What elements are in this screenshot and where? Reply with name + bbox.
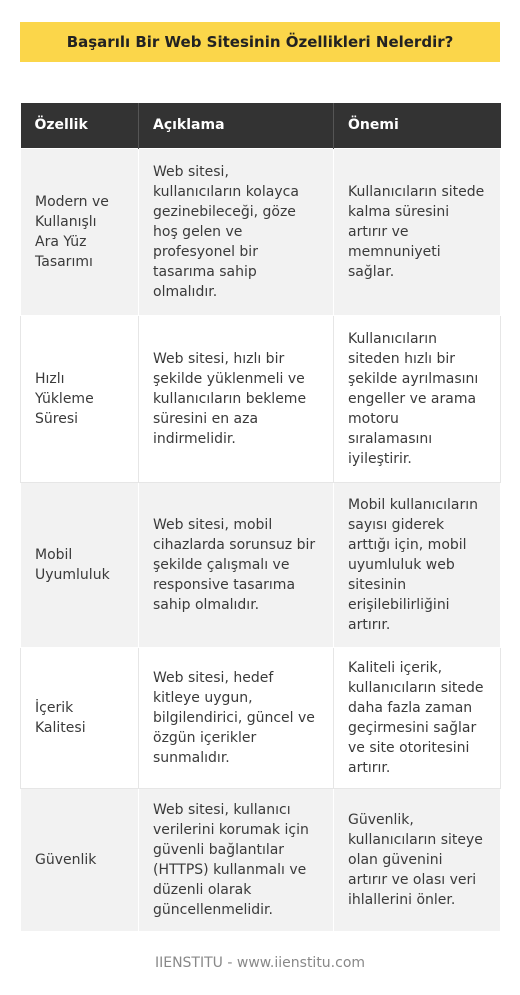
title-banner: [20, 22, 500, 62]
feature-cell: Modern ve Kullanışlı Ara Yüz Tasarımı: [21, 148, 139, 315]
feature-cell: İçerik Kalitesi: [21, 647, 139, 788]
importance-cell: Kaliteli içerik, kullanıcıların sitede daha fazla zaman geçirmesini sağlar ve site otoritesini artırır.: [334, 647, 501, 788]
table-row: [21, 482, 501, 647]
table-header-row: [21, 103, 501, 148]
description-cell: Web sitesi, mobil cihazlarda sorunsuz bir şekilde çalışmalı ve responsive tasarıma sahip olmalıdır.: [139, 482, 334, 647]
table-row: [21, 788, 501, 931]
features-table: [20, 103, 501, 932]
footer-credit: IIENSTITU - www.iienstitu.com: [154, 955, 366, 971]
column-header-feature: Özellik: [21, 103, 139, 148]
feature-cell: Hızlı Yükleme Süresi: [21, 315, 139, 482]
page-title: Başarılı Bir Web Sitesinin Özellikleri Nelerdir?: [66, 33, 454, 51]
description-cell: Web sitesi, kullanıcıların kolayca gezinebileceği, göze hoş gelen ve profesyonel bir tasarıma sahip olmalıdır.: [139, 148, 334, 315]
importance-cell: Kullanıcıların siteden hızlı bir şekilde ayrılmasını engeller ve arama motoru sıralamasını iyileştirir.: [334, 315, 501, 482]
description-cell: Web sitesi, hedef kitleye uygun, bilgilendirici, güncel ve özgün içerikler sunmalıdır.: [139, 647, 334, 788]
table-row: [21, 647, 501, 788]
description-cell: Web sitesi, hızlı bir şekilde yüklenmeli ve kullanıcıların bekleme süresini en aza indirmelidir.: [139, 315, 334, 482]
feature-cell: Güvenlik: [21, 788, 139, 931]
importance-cell: Güvenlik, kullanıcıların siteye olan güvenini artırır ve olası veri ihlallerini önler.: [334, 788, 501, 931]
description-cell: Web sitesi, kullanıcı verilerini korumak için güvenli bağlantılar (HTTPS) kullanmalı ve düzenli olarak güncellenmelidir.: [139, 788, 334, 931]
feature-cell: Mobil Uyumluluk: [21, 482, 139, 647]
table-row: [21, 315, 501, 482]
column-header-description: Açıklama: [139, 103, 334, 148]
column-header-importance: Önemi: [334, 103, 501, 148]
importance-cell: Kullanıcıların sitede kalma süresini artırır ve memnuniyeti sağlar.: [334, 148, 501, 315]
table-row: [21, 148, 501, 315]
importance-cell: Mobil kullanıcıların sayısı giderek arttığı için, mobil uyumluluk web sitesinin erişilebilirliğini artırır.: [334, 482, 501, 647]
